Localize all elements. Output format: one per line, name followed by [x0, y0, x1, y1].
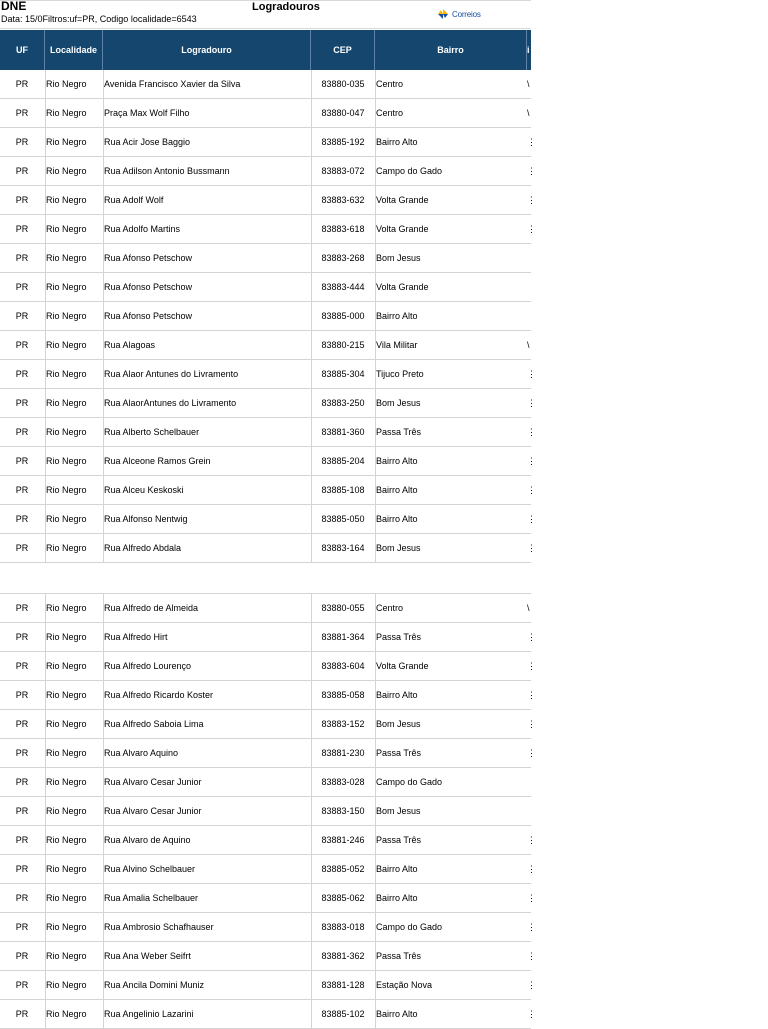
cell-localidade: Rio Negro	[46, 719, 87, 729]
cell-localidade: Rio Negro	[46, 79, 87, 89]
cell-uf: PR	[15, 311, 29, 321]
cell-uf: PR	[15, 777, 29, 787]
cell-uf: PR	[15, 398, 29, 408]
cell-logradouro: Rua Afonso Petschow	[104, 311, 193, 321]
cell-bairro: Bairro Alto	[376, 1009, 418, 1019]
cell-bairro: Passa Três	[376, 835, 422, 845]
cell-cep: 83885-304	[321, 369, 365, 379]
cell-bairro: Bom Jesus	[376, 719, 421, 729]
cell-cep: 83880-215	[321, 340, 365, 350]
cell-localidade: Rio Negro	[46, 1009, 87, 1019]
cell-logradouro: Rua Alfredo Hirt	[104, 632, 168, 642]
table-row	[0, 884, 536, 913]
cell-cep: 83883-152	[321, 719, 365, 729]
cell-logradouro: Rua Alvaro de Aquino	[104, 835, 191, 845]
cell-edge: \	[527, 79, 530, 89]
cell-uf: PR	[15, 427, 29, 437]
cell-edge: ⋮	[527, 922, 536, 932]
column-divider	[45, 70, 46, 563]
cell-localidade: Rio Negro	[46, 340, 87, 350]
cell-logradouro: Rua Ancila Domini Muniz	[104, 980, 205, 990]
cell-logradouro: Rua Adolf Wolf	[104, 195, 164, 205]
table-row	[0, 739, 536, 768]
cell-logradouro: Rua Afonso Petschow	[104, 282, 193, 292]
table-row	[0, 157, 536, 186]
table-row	[0, 594, 531, 623]
cell-localidade: Rio Negro	[46, 632, 87, 642]
cell-uf: PR	[15, 166, 29, 176]
cell-edge: \	[527, 340, 530, 350]
cell-edge	[527, 302, 533, 330]
cell-edge: ⋮	[527, 369, 536, 379]
cell-localidade: Rio Negro	[46, 166, 87, 176]
cell-localidade: Rio Negro	[46, 137, 87, 147]
cell-logradouro: Rua Ambrosio Schafhauser	[104, 922, 214, 932]
column-divider	[311, 594, 312, 1029]
cell-localidade: Rio Negro	[46, 427, 87, 437]
cell-edge: ⋮	[527, 224, 536, 234]
cell-bairro: Bom Jesus	[376, 398, 421, 408]
cell-edge: ⋮	[527, 980, 536, 990]
cell-bairro: Centro	[376, 79, 404, 89]
table-block-2	[0, 594, 536, 1029]
cell-localidade: Rio Negro	[46, 369, 87, 379]
cell-localidade: Rio Negro	[46, 514, 87, 524]
cell-localidade: Rio Negro	[46, 224, 87, 234]
cell-cep: 83881-246	[321, 835, 365, 845]
cell-uf: PR	[15, 748, 29, 758]
cell-bairro: Campo do Gado	[376, 166, 443, 176]
cell-cep: 83883-444	[321, 282, 365, 292]
cell-logradouro: Rua Alfonso Nentwig	[104, 514, 188, 524]
table-row	[0, 710, 536, 739]
cell-localidade: Rio Negro	[46, 864, 87, 874]
cell-bairro: Campo do Gado	[376, 922, 443, 932]
table-row	[0, 418, 536, 447]
cell-cep: 83883-150	[321, 806, 365, 816]
column-divider	[311, 70, 312, 563]
cell-localidade: Rio Negro	[46, 835, 87, 845]
cell-localidade: Rio Negro	[46, 456, 87, 466]
cell-logradouro: Praça Max Wolf Filho	[104, 108, 190, 118]
cell-edge: ⋮	[527, 456, 536, 466]
col-header-bairro: Bairro	[375, 30, 527, 70]
cell-edge: ⋮	[527, 398, 536, 408]
cell-uf: PR	[15, 224, 29, 234]
cell-uf: PR	[15, 79, 29, 89]
table-row	[0, 913, 536, 942]
cell-edge: ⋮	[527, 951, 536, 961]
cell-localidade: Rio Negro	[46, 253, 87, 263]
cell-cep: 83883-618	[321, 224, 365, 234]
cell-cep: 83881-362	[321, 951, 365, 961]
cell-uf: PR	[15, 864, 29, 874]
cell-bairro: Bairro Alto	[376, 137, 418, 147]
table-row	[0, 99, 531, 128]
table-row	[0, 855, 536, 884]
cell-localidade: Rio Negro	[46, 108, 87, 118]
cell-cep: 83885-000	[321, 311, 365, 321]
cell-edge: ⋮	[527, 835, 536, 845]
table-row	[0, 389, 536, 418]
cell-edge: ⋮	[527, 195, 536, 205]
cell-localidade: Rio Negro	[46, 777, 87, 787]
cell-uf: PR	[15, 340, 29, 350]
cell-logradouro: Rua Alceu Keskoski	[104, 485, 184, 495]
column-divider	[45, 594, 46, 1029]
cell-localidade: Rio Negro	[46, 922, 87, 932]
table-row	[0, 1000, 536, 1029]
cell-bairro: Bom Jesus	[376, 806, 421, 816]
cell-edge: ⋮	[527, 514, 536, 524]
col-header-cep: CEP	[311, 30, 375, 70]
header-top-rule	[0, 0, 531, 1]
table-row	[0, 273, 531, 302]
cell-bairro: Bairro Alto	[376, 311, 418, 321]
cell-bairro: Volta Grande	[376, 282, 429, 292]
table-row	[0, 652, 536, 681]
table-row	[0, 681, 536, 710]
cell-uf: PR	[15, 980, 29, 990]
cell-cep: 83881-360	[321, 427, 365, 437]
col-header-uf: UF	[0, 30, 45, 70]
cell-logradouro: Avenida Francisco Xavier da Silva	[104, 79, 241, 89]
cell-localidade: Rio Negro	[46, 195, 87, 205]
cell-logradouro: Rua Afonso Petschow	[104, 253, 193, 263]
cell-logradouro: Rua Amalia Schelbauer	[104, 893, 199, 903]
cell-uf: PR	[15, 632, 29, 642]
cell-cep: 83883-604	[321, 661, 365, 671]
cell-localidade: Rio Negro	[46, 398, 87, 408]
cell-bairro: Centro	[376, 603, 404, 613]
cell-edge: \	[527, 603, 530, 613]
cell-cep: 83883-028	[321, 777, 365, 787]
cell-edge: ⋮	[527, 748, 536, 758]
cell-bairro: Tijuco Preto	[376, 369, 424, 379]
cell-cep: 83880-047	[321, 108, 365, 118]
cell-edge: ⋮	[527, 166, 536, 176]
cell-logradouro: Rua Adolfo Martins	[104, 224, 181, 234]
cell-bairro: Volta Grande	[376, 195, 429, 205]
cell-edge: ⋮	[527, 1009, 536, 1019]
cell-cep: 83883-072	[321, 166, 365, 176]
cell-cep: 83880-035	[321, 79, 365, 89]
cell-edge: ⋮	[527, 893, 536, 903]
cell-localidade: Rio Negro	[46, 980, 87, 990]
cell-localidade: Rio Negro	[46, 603, 87, 613]
cell-bairro: Bairro Alto	[376, 690, 418, 700]
cell-logradouro: Rua Alceone Ramos Grein	[104, 456, 211, 466]
cell-cep: 83885-204	[321, 456, 365, 466]
table-row	[0, 70, 531, 99]
cell-bairro: Bairro Alto	[376, 485, 418, 495]
cell-bairro: Bom Jesus	[376, 253, 421, 263]
table-row	[0, 768, 531, 797]
cell-logradouro: Rua Adilson Antonio Bussmann	[104, 166, 230, 176]
correios-logo	[436, 6, 481, 22]
correios-logo-text: Correios	[452, 9, 481, 19]
table-row	[0, 797, 531, 826]
cell-uf: PR	[15, 603, 29, 613]
cell-cep: 83885-058	[321, 690, 365, 700]
cell-uf: PR	[15, 1009, 29, 1019]
cell-cep: 83883-268	[321, 253, 365, 263]
cell-uf: PR	[15, 253, 29, 263]
correios-logo-icon	[436, 7, 450, 21]
cell-logradouro: Rua Alfredo Ricardo Koster	[104, 690, 214, 700]
table-row	[0, 186, 536, 215]
cell-cep: 83885-102	[321, 1009, 365, 1019]
cell-logradouro: Rua Alvino Schelbauer	[104, 864, 196, 874]
cell-bairro: Passa Três	[376, 632, 422, 642]
table-row	[0, 505, 536, 534]
cell-logradouro: Rua Alagoas	[104, 340, 156, 350]
header-bottom-rule	[0, 28, 531, 29]
cell-edge: ⋮	[527, 661, 536, 671]
cell-logradouro: Rua Alvaro Aquino	[104, 748, 179, 758]
cell-cep: 83885-050	[321, 514, 365, 524]
column-divider	[375, 70, 376, 563]
table-row	[0, 534, 536, 563]
cell-bairro: Campo do Gado	[376, 777, 443, 787]
cell-cep: 83885-062	[321, 893, 365, 903]
cell-localidade: Rio Negro	[46, 311, 87, 321]
cell-localidade: Rio Negro	[46, 690, 87, 700]
col-header-localidade: Localidade	[45, 30, 103, 70]
col-header-edge: i	[527, 45, 530, 55]
cell-uf: PR	[15, 661, 29, 671]
cell-cep: 83883-164	[321, 543, 365, 553]
column-divider	[103, 70, 104, 563]
cell-bairro: Bairro Alto	[376, 514, 418, 524]
cell-cep: 83880-055	[321, 603, 365, 613]
cell-edge	[527, 797, 533, 825]
cell-logradouro: Rua Ana Weber Seifrt	[104, 951, 191, 961]
table-row	[0, 244, 531, 273]
cell-logradouro: Rua Acir Jose Baggio	[104, 137, 191, 147]
cell-localidade: Rio Negro	[46, 485, 87, 495]
cell-bairro: Estação Nova	[376, 980, 433, 990]
cell-uf: PR	[15, 893, 29, 903]
report-filter-line: Data: 15/0Filtros:uf=PR, Codigo localidade=6543	[1, 14, 197, 24]
cell-uf: PR	[15, 369, 29, 379]
cell-cep: 83885-192	[321, 137, 365, 147]
table-row	[0, 128, 536, 157]
cell-logradouro: Rua Alfredo Lourenço	[104, 661, 192, 671]
table-row	[0, 215, 536, 244]
table-block-1	[0, 70, 536, 563]
table-row	[0, 331, 531, 360]
cell-edge: ⋮	[527, 864, 536, 874]
cell-cep: 83885-052	[321, 864, 365, 874]
cell-cep: 83883-250	[321, 398, 365, 408]
cell-uf: PR	[15, 719, 29, 729]
cell-edge: ⋮	[527, 632, 536, 642]
cell-localidade: Rio Negro	[46, 951, 87, 961]
cell-bairro: Passa Três	[376, 951, 422, 961]
cell-edge: ⋮	[527, 427, 536, 437]
cell-cep: 83883-018	[321, 922, 365, 932]
cell-cep: 83883-632	[321, 195, 365, 205]
cell-logradouro: Rua Alvaro Cesar Junior	[104, 777, 202, 787]
cell-logradouro: Rua Alaor Antunes do Livramento	[104, 369, 239, 379]
table-row	[0, 826, 536, 855]
cell-logradouro: Rua Alfredo Abdala	[104, 543, 182, 553]
cell-uf: PR	[15, 195, 29, 205]
cell-edge	[527, 273, 533, 301]
table-row	[0, 623, 536, 652]
table-row	[0, 360, 536, 389]
cell-bairro: Bairro Alto	[376, 456, 418, 466]
cell-cep: 83885-108	[321, 485, 365, 495]
cell-uf: PR	[15, 456, 29, 466]
cell-edge	[527, 768, 533, 796]
cell-edge: ⋮	[527, 719, 536, 729]
column-divider	[103, 594, 104, 1029]
cell-uf: PR	[15, 514, 29, 524]
table-row	[0, 302, 531, 331]
cell-uf: PR	[15, 690, 29, 700]
app-code: DNE	[1, 0, 27, 13]
report-title: Logradouros	[252, 1, 320, 13]
table-row	[0, 942, 536, 971]
cell-localidade: Rio Negro	[46, 893, 87, 903]
table-row	[0, 476, 536, 505]
cell-uf: PR	[15, 543, 29, 553]
table-header	[0, 30, 531, 70]
cell-cep: 83881-128	[321, 980, 365, 990]
cell-uf: PR	[15, 922, 29, 932]
cell-bairro: Bairro Alto	[376, 893, 418, 903]
cell-uf: PR	[15, 137, 29, 147]
col-header-logradouro: Logradouro	[103, 30, 311, 70]
cell-bairro: Passa Três	[376, 748, 422, 758]
cell-cep: 83881-364	[321, 632, 365, 642]
cell-edge: ⋮	[527, 690, 536, 700]
cell-uf: PR	[15, 951, 29, 961]
cell-bairro: Centro	[376, 108, 404, 118]
cell-uf: PR	[15, 282, 29, 292]
cell-cep: 83881-230	[321, 748, 365, 758]
cell-bairro: Passa Três	[376, 427, 422, 437]
cell-logradouro: Rua Angelinio Lazarini	[104, 1009, 194, 1019]
cell-localidade: Rio Negro	[46, 661, 87, 671]
cell-bairro: Bom Jesus	[376, 543, 421, 553]
cell-localidade: Rio Negro	[46, 282, 87, 292]
cell-logradouro: Rua AlaorAntunes do Livramento	[104, 398, 237, 408]
cell-localidade: Rio Negro	[46, 806, 87, 816]
cell-logradouro: Rua Alfredo Saboia Lima	[104, 719, 204, 729]
cell-uf: PR	[15, 806, 29, 816]
cell-logradouro: Rua Alfredo de Almeida	[104, 603, 199, 613]
cell-localidade: Rio Negro	[46, 748, 87, 758]
cell-bairro: Vila Militar	[376, 340, 418, 350]
cell-edge: ⋮	[527, 137, 536, 147]
cell-edge: \	[527, 108, 530, 118]
cell-localidade: Rio Negro	[46, 543, 87, 553]
cell-edge: ⋮	[527, 543, 536, 553]
cell-uf: PR	[15, 835, 29, 845]
cell-uf: PR	[15, 108, 29, 118]
cell-bairro: Volta Grande	[376, 661, 429, 671]
cell-logradouro: Rua Alvaro Cesar Junior	[104, 806, 202, 816]
cell-edge	[527, 244, 533, 272]
cell-edge: ⋮	[527, 485, 536, 495]
table-row	[0, 971, 536, 1000]
cell-logradouro: Rua Alberto Schelbauer	[104, 427, 200, 437]
cell-uf: PR	[15, 485, 29, 495]
cell-bairro: Volta Grande	[376, 224, 429, 234]
cell-bairro: Bairro Alto	[376, 864, 418, 874]
table-row	[0, 447, 536, 476]
column-divider	[375, 594, 376, 1029]
